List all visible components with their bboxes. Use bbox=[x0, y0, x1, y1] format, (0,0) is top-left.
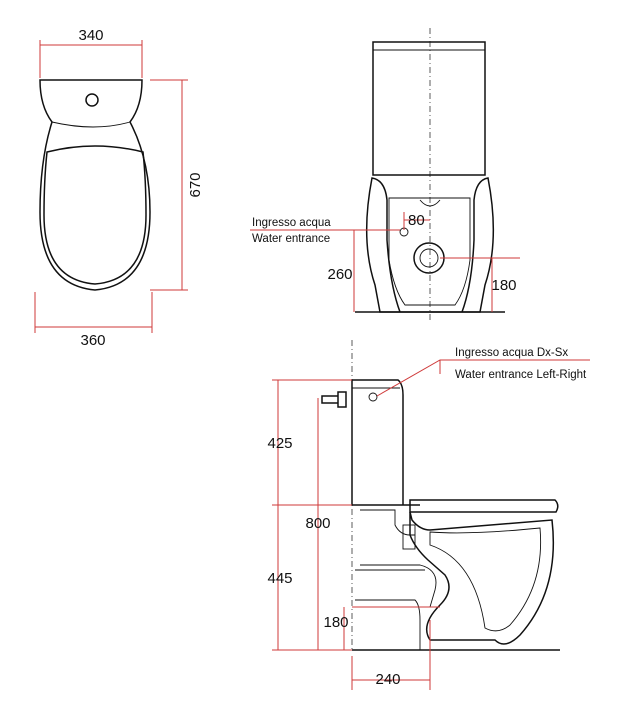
dim-bowl-height: 445 bbox=[267, 570, 293, 587]
side-view bbox=[267, 340, 590, 690]
dim-tank-height: 425 bbox=[267, 435, 293, 452]
top-view-outline bbox=[40, 80, 150, 290]
dim-outlet-height-side: 180 bbox=[323, 614, 349, 631]
tank-outline bbox=[373, 42, 485, 175]
trapway bbox=[360, 510, 436, 607]
seat-outline bbox=[410, 500, 558, 512]
side-inlet-label-en: Water entrance Left-Right bbox=[455, 369, 587, 381]
front-inlet-label-en: Water entrance bbox=[252, 233, 331, 245]
seat-lid-outline bbox=[44, 146, 146, 284]
flange-icon bbox=[403, 525, 415, 549]
water-inlet-side-icon bbox=[369, 393, 377, 401]
flush-valve-icon bbox=[322, 392, 346, 407]
base-recess bbox=[389, 198, 470, 305]
dim-top-width: 340 bbox=[78, 27, 104, 44]
side-inlet-label-it: Ingresso acqua Dx-Sx bbox=[455, 347, 569, 359]
outlet-icon bbox=[414, 243, 444, 273]
dim-outlet-distance: 240 bbox=[375, 671, 401, 688]
tank-rim-curve bbox=[52, 122, 130, 127]
top-view bbox=[35, 27, 204, 349]
dim-total-height: 800 bbox=[305, 515, 331, 532]
dim-outlet-height-front: 180 bbox=[491, 277, 517, 294]
tank-outline-side bbox=[352, 380, 420, 505]
front-inlet-label-it: Ingresso acqua bbox=[252, 217, 331, 229]
dim-inlet-offset: 80 bbox=[408, 212, 425, 229]
flush-button-icon bbox=[86, 94, 98, 106]
front-view bbox=[250, 28, 520, 320]
dim-length: 670 bbox=[187, 172, 204, 198]
outlet-inner-icon bbox=[420, 249, 438, 267]
dim-inlet-height: 260 bbox=[327, 266, 353, 283]
dim-bottom-width: 360 bbox=[80, 332, 106, 349]
outlet-pipe bbox=[355, 570, 425, 650]
